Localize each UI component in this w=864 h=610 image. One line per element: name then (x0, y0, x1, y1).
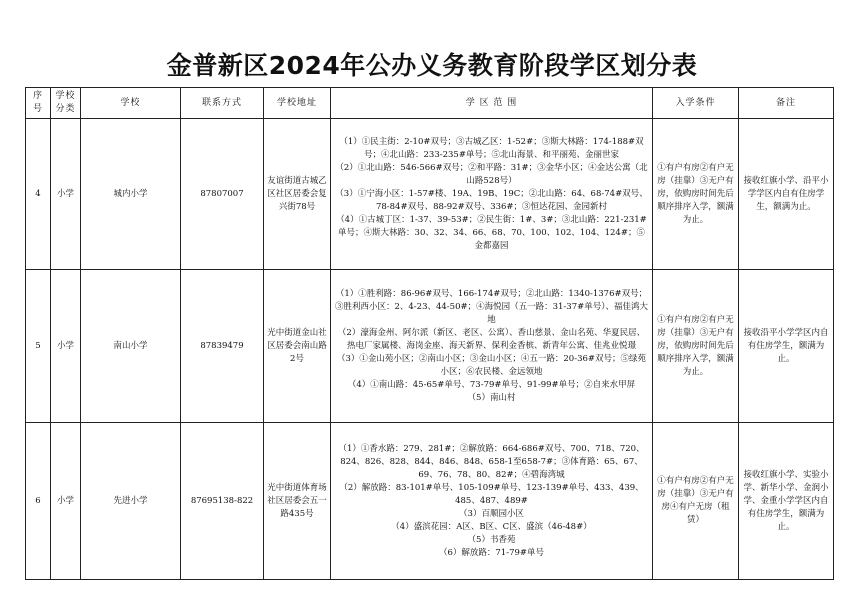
header-type: 学校分类 (51, 88, 81, 119)
range-line: （3）①金山苑小区；②南山小区；③金山小区；④五一路：20-36#双号；⑤绿苑小区；⑥农民楼、金远领地 (336, 353, 647, 377)
range-line: （5）南山村 (467, 392, 516, 403)
range-line: （1）①民主街：2-10#双号；③古城乙区：1-52#；③斯大林路：174-188#双号；④北山路：233-235#单号；⑤北山海景、和平丽苑、金丽世家 (339, 136, 644, 160)
row-condition: ①有户有房②有户无房（挂靠）③无户有房，依购房时间先后顺序排序入学，额满为止。 (653, 270, 739, 423)
range-line: （2）①北山路：546-566#双号；②和平路：31#；③金华小区；④金达公寓（北山路528号） (335, 162, 648, 186)
row-range (331, 119, 653, 270)
header-note: 备注 (739, 88, 834, 119)
row-range (331, 423, 653, 580)
row-no: 4 (26, 119, 51, 270)
header-no: 序号 (26, 88, 51, 119)
row-type: 小学 (51, 119, 81, 270)
row-type: 小学 (51, 270, 81, 423)
table-row (26, 423, 834, 580)
range-line: （2）解放路：83-101#单号、105-109#单号、123-139#单号、433、439、485、487、489# (339, 482, 644, 506)
range-line: （2）濠海金州、阿尔派（新区、老区、公寓）、香山慈景、金山名苑、华夏民居、热电厂家属楼、海岗金座、海天新界、保利金香槟、新青年公寓、佳兆业悦璟 (337, 327, 646, 351)
row-address: 友谊街道古城乙区社区居委会复兴街78号 (264, 119, 331, 270)
district-table (25, 87, 834, 580)
header-address: 学校地址 (264, 88, 331, 119)
header-school: 学校 (81, 88, 181, 119)
range-line: （3）①宁海小区：1-57#楼、19A、19B、19C；②北山路：64、68-74#双号、78-84#双号、88-92#双号、336#；③恒达花园、金园新村 (335, 188, 648, 212)
row-note: 接收红旗小学、实验小学、新华小学、金润小学、金重小学学区内自有住房学生，额满为止。 (739, 423, 834, 580)
table-row (26, 270, 834, 423)
header-row (26, 88, 834, 119)
row-range (331, 270, 653, 423)
page-title: 金普新区2024年公办义务教育阶段学区划分表 (166, 51, 698, 80)
row-note: 接收红旗小学、沿平小学学区内自有住房学生，额满为止。 (739, 119, 834, 270)
row-address: 光中街道金山社区居委会南山路2号 (264, 270, 331, 423)
range-line: （5）书香苑 (467, 534, 516, 545)
row-no: 5 (26, 270, 51, 423)
row-condition: ①有户有房②有户无房（挂靠）③无户有房，依购房时间先后顺序排序入学，额满为止。 (653, 119, 739, 270)
range-line: （3）百顺园小区 (459, 508, 524, 519)
row-school: 先进小学 (81, 423, 181, 580)
row-phone: 87695138-822 (181, 423, 264, 580)
row-school: 城内小学 (81, 119, 181, 270)
row-condition: ①有户有房②有户无房（挂靠）③无户有房④有户无房（租赁） (653, 423, 739, 580)
range-line: （1）①香水路：279、281#；②解放路：664-686#双号、700、718、720、824、826、828、844、846、848、658-1至658-7#；③体育路：65、67、69、76、78、80、82#；④碧海湾城 (338, 443, 645, 480)
header-condition: 入学条件 (653, 88, 739, 119)
row-address: 光中街道体育场社区居委会五一路435号 (264, 423, 331, 580)
range-line: （4）①南山路：45-65#单号、73-79#单号、91-99#单号；②自来水甲屏 (347, 379, 636, 390)
row-note: 接收沿平小学学区内自有住房学生，额满为止。 (739, 270, 834, 423)
table-row (26, 119, 834, 270)
range-line: （6）解放路：71-79#单号 (438, 547, 545, 558)
row-phone: 87807007 (181, 119, 264, 270)
header-range: 学 区 范 围 (331, 88, 653, 119)
header-phone: 联系方式 (181, 88, 264, 119)
range-line: （4）①古城丁区：1-37、39-53#；②民生街：1#、3#；③北山路：221-231#单号；④斯大林路：30、32、34、66、68、70、100、102、104、124#；⑤金都嘉园 (336, 214, 647, 251)
range-line: （4）盛滨花园：A区、B区、C区、盛滨（46-48#） (391, 521, 592, 532)
row-no: 6 (26, 423, 51, 580)
row-type: 小学 (51, 423, 81, 580)
row-school: 南山小学 (81, 270, 181, 423)
row-phone: 87839479 (181, 270, 264, 423)
range-line: （1）①胜利路：86-96#双号、166-174#双号；②北山路：1340-1376#双号；③胜利西小区：2、4-23、44-50#；④海悦园（五一路：31-37#单号）、福佳鸿大地 (334, 288, 648, 325)
